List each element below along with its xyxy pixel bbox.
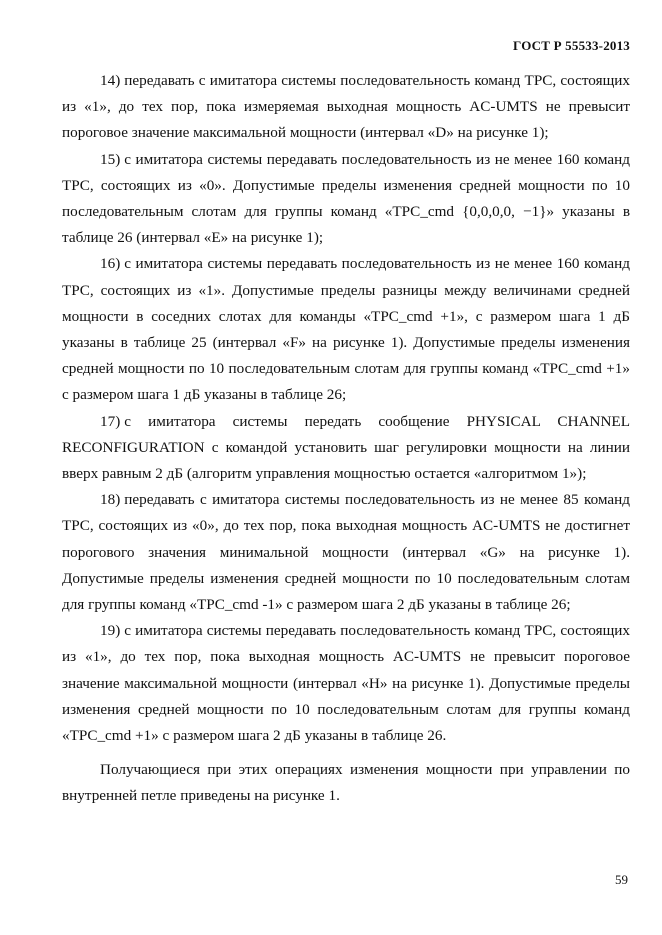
item-number: 18) [100, 491, 121, 509]
page-number: 59 [615, 872, 628, 887]
list-item [62, 147, 630, 252]
body-text [62, 68, 630, 810]
item-number: 15) [100, 150, 121, 168]
item-text: передавать с имитатора системы последовательность команд TPC, состоящих из «1», до тех пор, пока измеряемая выходная мощность AC-UMTS не превысит пороговое значение максимальной мощности (интервал «D» на рисунке 1); [62, 72, 630, 142]
item-text: передавать с имитатора системы последовательность из не менее 85 команд TPC, состоящих из «0», до тех пор, пока выходная мощность AC-UMTS не достигнет порогового значения минимальной мощности (интервал «G» на рисунке 1). Допустимые пределы изменения средней мощности по 10 последовательным слотам для группы команд «TPC_cmd -1» с размером шага 2 дБ указаны в таблице 26; [62, 491, 630, 614]
item-number: 17) [100, 412, 121, 430]
list-item [62, 487, 630, 618]
item-number: 14) [100, 72, 121, 89]
item-text: с имитатора системы передавать последовательность из не менее 160 команд TPC, состоящих из «0». Допустимые пределы изменения средней мощности по 10 последовательным слотам для группы команд «TPC_cmd {0,0,0,0, −1}» указаны в таблице 26 (интервал «E» на рисунке 1); [62, 150, 630, 247]
list-item [62, 409, 630, 488]
item-number: 19) [100, 622, 121, 640]
item-text: с имитатора системы передавать последовательность из не менее 160 команд TPC, состоящих из «1». Допустимые пределы разницы между величинами средней мощности в соседних слотах для команды «TPC_cmd +1», с размером шага 1 дБ указаны в таблице 25 (интервал «F» на рисунке 1). Допустимые пределы изменения средней мощности по 10 последовательным слотам для группы команд «TPC_cmd +1» с размером шага 1 дБ указаны в таблице 26; [62, 255, 630, 404]
item-number: 16) [100, 255, 121, 273]
list-item [62, 68, 630, 147]
standard-header: ГОСТ Р 55533-2013 [513, 38, 630, 53]
item-text: с имитатора системы передать сообщение PHYSICAL CHANNEL RECONFIGURATION с командой установить шаг регулировки мощности на линии вверх равным 2 дБ (алгоритм управления мощностью остается «алгоритмом 1»); [62, 412, 630, 483]
list-item [62, 251, 630, 408]
list-item [62, 618, 630, 749]
item-text: с имитатора системы передавать последовательность команд TPC, состоящих из «1», до тех пор, пока выходная мощность AC-UMTS не превысит пороговое значение максимальной мощности (интервал «H» на рисунке 1). Допустимые пределы изменения средней мощности по 10 последовательным слотам для группы команд «TPC_cmd +1» с размером шага 2 дБ указаны в таблице 26. [62, 622, 630, 745]
closing-paragraph: Получающиеся при этих операциях изменения мощности при управлении по внутренней петле приведены на рисунке 1. [62, 761, 630, 805]
